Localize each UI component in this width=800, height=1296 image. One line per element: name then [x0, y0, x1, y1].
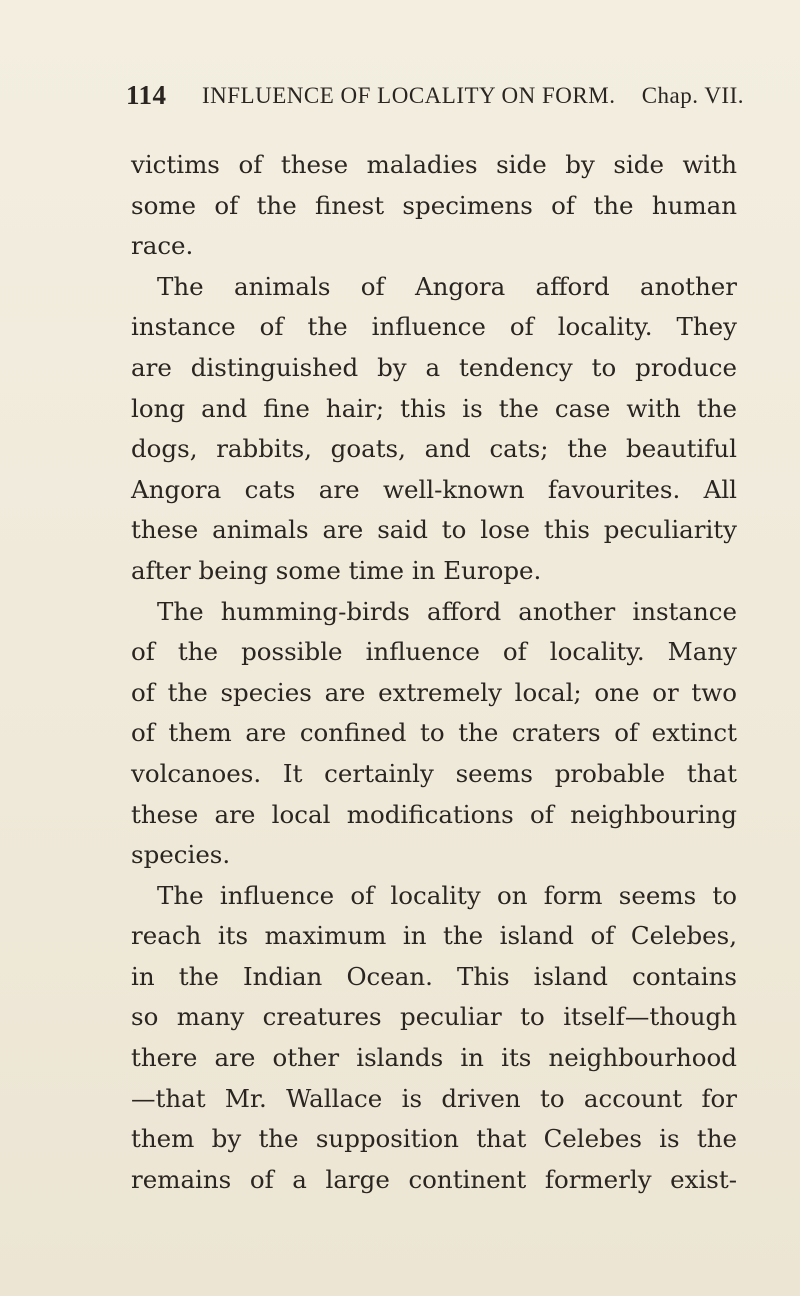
text-line: them by the supposition that Celebes is the [131, 1124, 737, 1154]
text-line: The influence of locality on form seems to [157, 880, 737, 910]
text-line: these are local modifications of neighbouring [131, 799, 737, 829]
text-line: of them are confined to the craters of extinct [131, 718, 737, 748]
text-line: in the Indian Ocean. This island contains [131, 961, 737, 991]
text-line: of the possible influence of locality. Many [131, 637, 737, 667]
text-line: volcanoes. It certainly seems probable that [131, 758, 737, 788]
text-line: these animals are said to lose this peculiarity [131, 515, 737, 545]
running-title: INFLUENCE OF LOCALITY ON FORM. [202, 83, 616, 108]
text-line: so many creatures peculiar to itself—though [131, 1002, 737, 1032]
chapter-label: Chap. VII. [641, 83, 744, 108]
text-line: race. [131, 231, 194, 261]
text-line: of the species are extremely local; one or two [131, 677, 737, 707]
text-line: reach its maximum in the island of Celebes, [131, 921, 737, 951]
text-line: species. [131, 840, 231, 870]
text-line: there are other islands in its neighbourhood [131, 1043, 737, 1073]
text-line: remains of a large continent formerly exist- [131, 1164, 737, 1194]
text-line: some of the finest specimens of the human [131, 190, 737, 220]
body-text [131, 145, 737, 1200]
text-line: Angora cats are well-known favourites. All [131, 474, 737, 504]
running-head [124, 80, 744, 116]
text-line: dogs, rabbits, goats, and cats; the beautiful [131, 434, 737, 464]
text-line: long and fine hair; this is the case with the [131, 393, 737, 423]
text-line: The humming-birds afford another instance [157, 596, 737, 626]
text-line: are distinguished by a tendency to produce [131, 352, 737, 382]
text-line: The animals of Angora afford another [157, 271, 737, 301]
text-line: —that Mr. Wallace is driven to account for [131, 1083, 737, 1113]
text-line: victims of these maladies side by side with [131, 150, 737, 179]
text-line: instance of the influence of locality. They [131, 312, 737, 342]
text-line: after being some time in Europe. [131, 555, 542, 585]
page-number: 114 [126, 80, 167, 110]
